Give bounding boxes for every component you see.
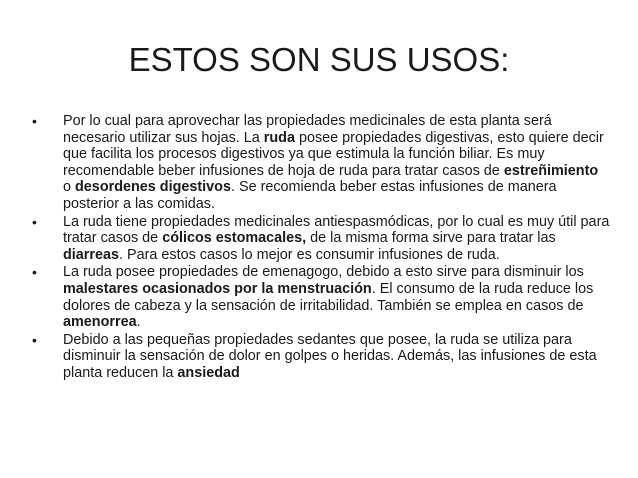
- bullet-text: La ruda posee propiedades de emenagogo, debido a esto sirve para disminuir los: [63, 264, 584, 281]
- bullet-item: [32, 113, 610, 213]
- bullet-text: . Se recomienda beber estas infusiones de manera posterior a las comidas.: [63, 179, 557, 212]
- bullet-item: [32, 332, 610, 382]
- bullet-emphasis: diarreas: [63, 246, 120, 263]
- bullet-text: .: [136, 314, 141, 331]
- bullet-dot-icon: •: [32, 213, 37, 230]
- bullet-text: o: [63, 179, 76, 196]
- bullet-list: [32, 113, 610, 383]
- bullet-emphasis: amenorrea: [63, 314, 137, 331]
- bullet-emphasis: ansiedad: [177, 364, 240, 381]
- bullet-emphasis: malestares ocasionados por la menstruación: [63, 280, 372, 297]
- bullet-emphasis: desordenes digestivos: [75, 179, 231, 196]
- bullet-text: La ruda tiene propiedades medicinales antiespasmódicas, por lo cual es muy útil para tratar casos de: [63, 213, 610, 247]
- bullet-dot-icon: •: [32, 113, 37, 129]
- bullet-text: Por lo cual para aprovechar las propiedades medicinales de esta planta será necesario utilizar sus hojas. La: [63, 113, 552, 146]
- bullet-dot-icon: •: [32, 264, 37, 281]
- bullet-text: de la misma forma sirve para tratar las: [306, 230, 556, 247]
- bullet-item: [32, 214, 610, 264]
- bullet-emphasis: estreñimiento: [503, 162, 599, 179]
- bullet-item: [32, 264, 610, 330]
- bullet-text: posee propiedades digestivas, esto quiere decir que facilita los procesos digestivos ya que estimula la función biliar. Es muy recomendable beber infusiones de hoja de ruda para tratar casos de: [63, 129, 604, 179]
- bullet-emphasis: ruda: [263, 129, 295, 146]
- bullet-emphasis: cólicos estomacales,: [162, 230, 307, 247]
- slide-title: ESTOS SON SUS USOS:: [128, 41, 510, 78]
- bullet-text: . Para estos casos lo mejor es consumir infusiones de ruda.: [119, 246, 500, 263]
- bullet-text: . El consumo de la ruda reduce los dolores de cabeza y la sensación de irritabilidad. También se emplea en casos de: [63, 280, 594, 314]
- bullet-dot-icon: •: [32, 331, 37, 348]
- bullet-text: Debido a las pequeñas propiedades sedantes que posee, la ruda se utiliza para disminuir la sensación de dolor en golpes o heridas. Además, las infusiones de esta planta reducen la: [63, 331, 597, 381]
